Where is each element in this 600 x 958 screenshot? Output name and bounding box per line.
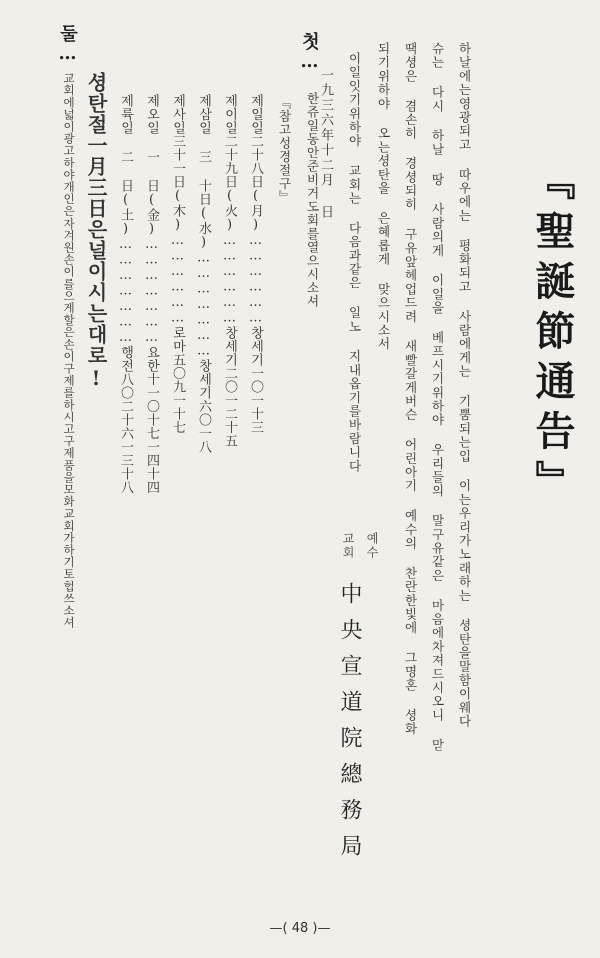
signature-label-bottom: 교회 <box>341 532 355 560</box>
reference-title: 『참고성경절구』 <box>277 96 292 204</box>
intro-line-1: 하날에는영광되고 따우에는 평화되고 사람에게는 기뿜되는입 이는우리가노래하는 셩탄을말함이웨다 <box>457 42 472 729</box>
schedule-day-5: 제오일 一 日(金)…………………요한十一〇十七一四十四 <box>144 94 159 494</box>
page-number: —( 48 )— <box>269 921 331 936</box>
signature-label-top: 예수 <box>365 532 379 560</box>
intro-line-3: 땍셩은 겸손히 경셩되히 구유앞헤업드려 새빨갈게버슨 어린아기 예수의 찬란한빛에 그명혼 셩화 <box>403 42 418 736</box>
intro-line-5: 이일잇기위하야 교회는 다음과같은 일노 지내옵기를바람니다 <box>347 52 362 473</box>
section1-text: 한쥬일동안준비거도회를열으시소셔 <box>305 92 320 308</box>
schedule-day-6: 제륙일 二 日(土)…………………행전八〇二十六一三十八 <box>118 94 133 494</box>
intro-line-2: 슈는 다시 하날 땅 사람의게 이일을 베프시기위하야 우리들의 말구유같은 마음에차져드시오니 맏 <box>430 42 445 752</box>
christmas-day-announcement: 셩탄절一月三日은널이시는대로! <box>84 72 108 391</box>
schedule-day-2: 제이일二十九日(火)………………창세기二〇一二十五 <box>222 94 237 448</box>
signature-organization: 中央宣道院總務局 <box>337 582 362 870</box>
document-title: 『聖誕節通告』 <box>529 160 576 510</box>
section2-head: 둘… <box>57 24 78 65</box>
section1-head: 첫… <box>299 32 320 73</box>
intro-line-4: 되기위하야 오는셩탄을 은혜롭게 맞으시소서 <box>376 42 391 351</box>
schedule-day-1: 제일일二十八日(月)………………창세기一〇一十三 <box>248 94 263 434</box>
notice-date: 一九三六年十二月 日 <box>318 68 333 220</box>
schedule-day-3: 제삼일 三 十日(水)…………………창세기六〇一八 <box>196 94 211 454</box>
schedule-day-4: 제사일三十一日(木)………………로마五〇九一十七 <box>170 94 185 434</box>
section2-text: 교회에넓이광고하야개인은자겨원손이를으게할은손이구제를하시고구제품을모화교회가하기토헙쓰소셔 <box>62 72 76 629</box>
